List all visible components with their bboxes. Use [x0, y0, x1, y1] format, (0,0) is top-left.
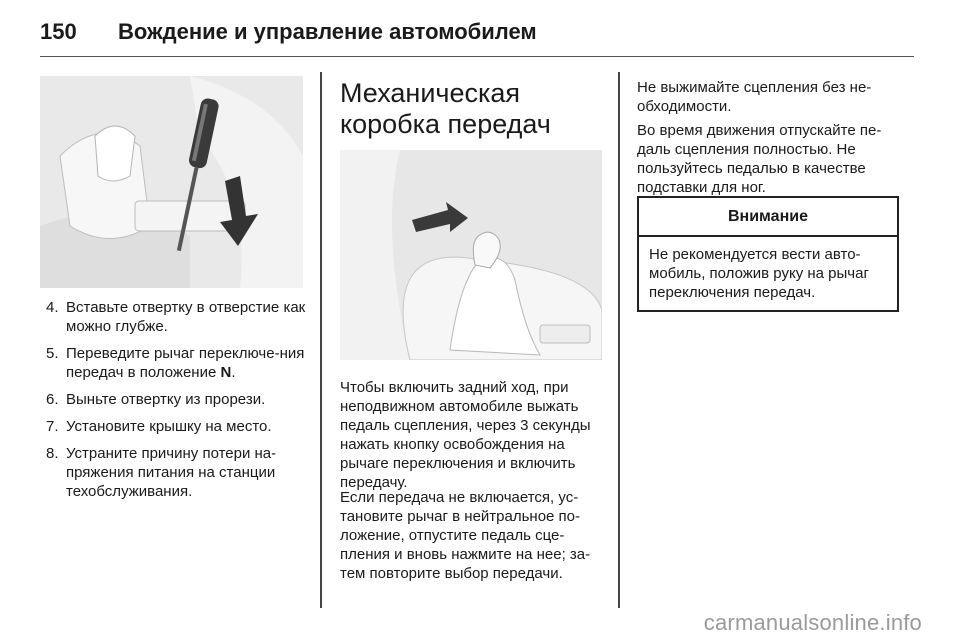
- step-number: 4.: [46, 299, 59, 316]
- step-item: [46, 444, 310, 501]
- step-number: 8.: [46, 445, 59, 462]
- header-divider: [40, 56, 914, 57]
- step-text: Устраните причину потери на-пряжения питания на станции техобслуживания.: [66, 445, 277, 500]
- column-divider-left: [320, 72, 322, 608]
- page-number: 150: [40, 19, 77, 44]
- step-text: Установите крышку на место.: [66, 418, 272, 435]
- gear-lever-illustration: [340, 150, 602, 360]
- warning-box: [637, 196, 899, 312]
- page-title: Вождение и управление автомобилем: [118, 19, 537, 44]
- warning-title: Внимание: [639, 198, 897, 237]
- step-text: Выньте отвертку из прорези.: [66, 391, 266, 408]
- step-number: 6.: [46, 391, 59, 408]
- step-item: [46, 390, 310, 409]
- gear-lever-drawing: [340, 150, 602, 360]
- step-text-end: .: [231, 364, 236, 381]
- gear-retry-paragraph: Если передача не включается, ус-тановите рычаг в нейтральное по-ложение, отпустите педаль сце-пления и вновь нажмите на нее; за-тем повторите выбор передачи.: [340, 489, 591, 582]
- section-title: Механическая коробка передач: [340, 78, 551, 139]
- clutch-tip-paragraph: Не выжимайте сцепления без не-обходимости.: [637, 79, 872, 115]
- instruction-steps: [46, 298, 310, 509]
- neutral-position-label: N: [220, 364, 232, 381]
- reverse-gear-paragraph: Чтобы включить задний ход, при неподвижном автомобиле выжать педаль сцепления, через 3 секунды нажать кнопку освобождения на рычаге переключения и включить передачу.: [340, 379, 591, 491]
- watermark: carmanualsonline.info: [703, 610, 922, 635]
- page-header: [40, 12, 537, 52]
- column-divider-right: [618, 72, 620, 608]
- step-number: 5.: [46, 345, 59, 362]
- step-item: [46, 417, 310, 436]
- step-text-main: Переведите рычаг переключе-ния передач в положение: [66, 345, 305, 381]
- screwdriver-drawing: [40, 76, 303, 288]
- step-item: [46, 298, 310, 336]
- step-text: [66, 344, 310, 382]
- screwdriver-illustration: [40, 76, 303, 288]
- warning-text: Не рекомендуется вести авто-мобиль, положив руку на рычаг переключения передач.: [649, 246, 869, 301]
- clutch-release-paragraph: Во время движения отпускайте пе-даль сцепления полностью. Не пользуйтесь педалью в качестве подставки для ног.: [637, 122, 882, 196]
- step-text: Вставьте отвертку в отверстие как можно глубже.: [66, 299, 306, 335]
- step-number: 7.: [46, 418, 59, 435]
- step-item: [46, 344, 310, 382]
